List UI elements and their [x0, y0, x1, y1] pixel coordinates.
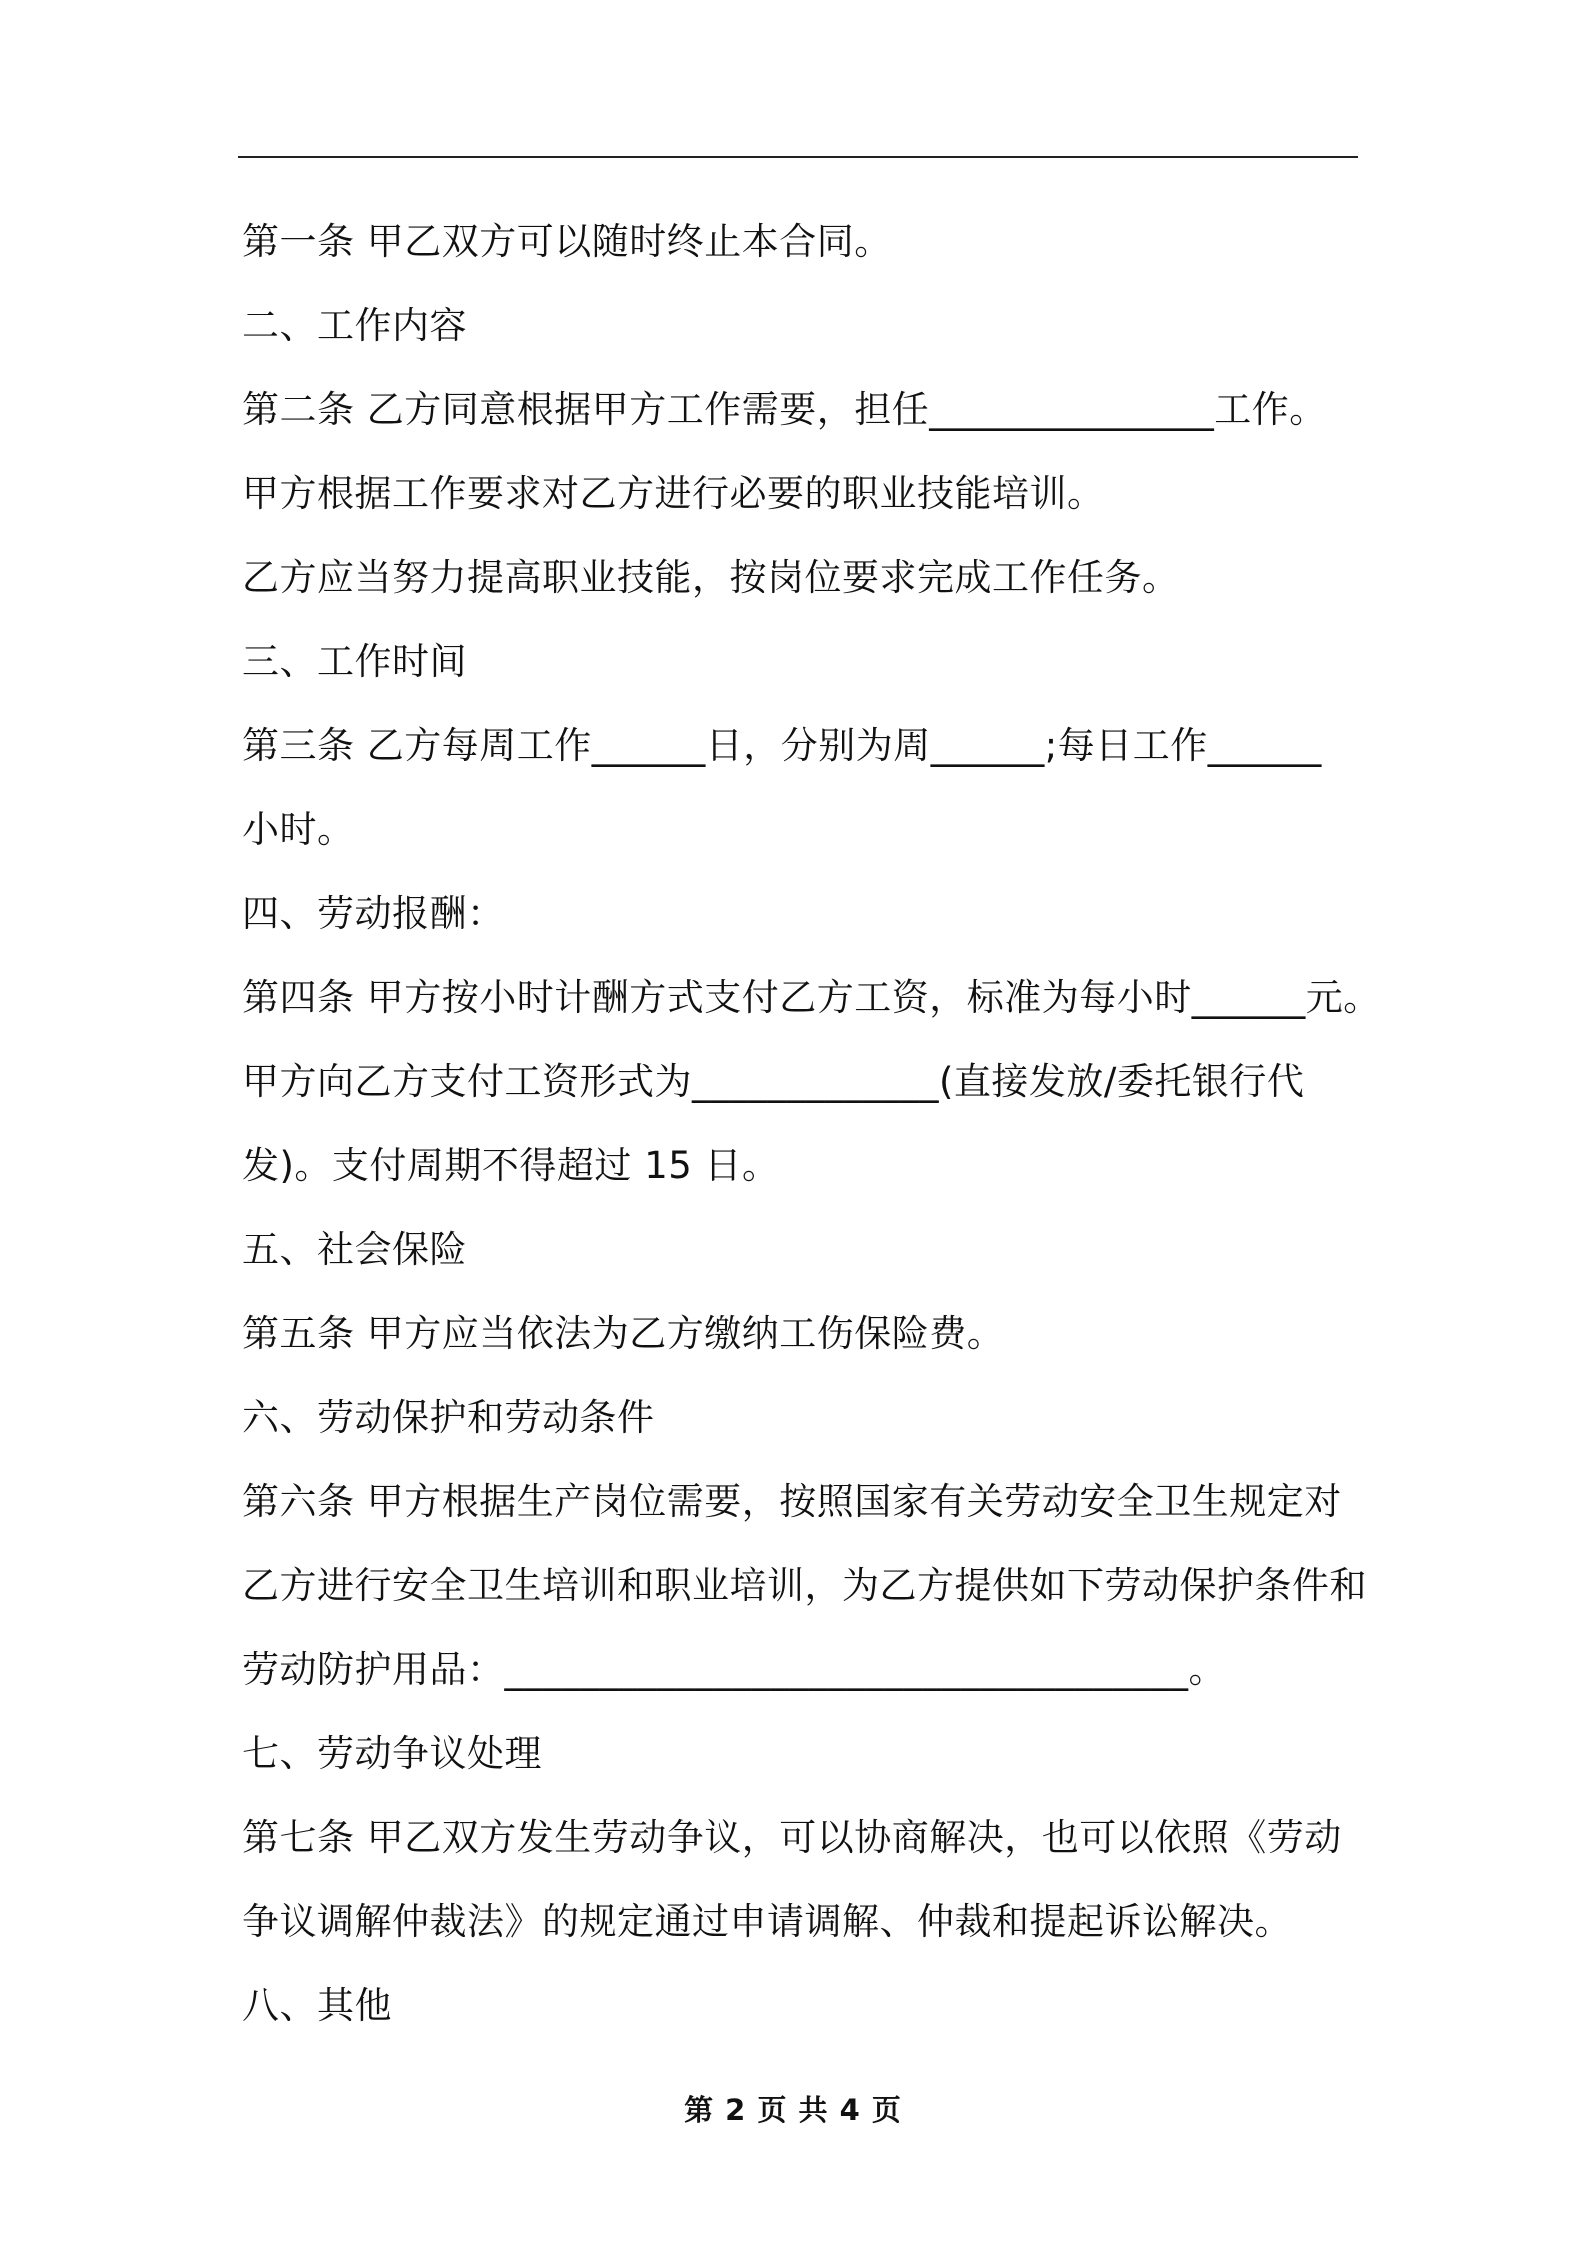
clause-3-text: 第三条 乙方每周工作______日，分别为周______;每日工作______ — [242, 724, 1322, 767]
section-heading-work-content: 二、工作内容 — [242, 304, 467, 347]
clause-2-text: 第二条 乙方同意根据甲方工作需要，担任_______________工作。 — [242, 388, 1327, 431]
page-number: 第 2 页 共 4 页 — [684, 2093, 902, 2127]
paragraph-text: 甲方根据工作要求对乙方进行必要的职业技能培训。 — [242, 472, 1105, 515]
section-heading-dispute: 七、劳动争议处理 — [242, 1732, 542, 1775]
clause-3-continuation: 小时。 — [242, 808, 355, 851]
clause-1-text: 第一条 甲乙双方可以随时终止本合同。 — [242, 220, 892, 263]
header-divider — [238, 156, 1358, 158]
clause-4-text: 第四条 甲方按小时计酬方式支付乙方工资，标准为每小时______元。 — [242, 976, 1381, 1019]
section-heading-labor-protection: 六、劳动保护和劳动条件 — [242, 1396, 655, 1439]
clause-7-text: 第七条 甲乙双方发生劳动争议，可以协商解决，也可以依照《劳动 — [242, 1816, 1342, 1859]
section-heading-remuneration: 四、劳动报酬： — [242, 892, 505, 935]
clause-7-continuation: 争议调解仲裁法》的规定通过申请调解、仲裁和提起诉讼解决。 — [242, 1900, 1292, 1943]
clause-6-continuation: 乙方进行安全卫生培训和职业培训，为乙方提供如下劳动保护条件和 — [242, 1564, 1367, 1607]
paragraph-continuation: 发)。支付周期不得超过 15 日。 — [242, 1144, 780, 1187]
paragraph-text: 甲方向乙方支付工资形式为_____________(直接发放/委托银行代 — [242, 1060, 1305, 1103]
section-heading-social-insurance: 五、社会保险 — [242, 1228, 467, 1271]
clause-5-text: 第五条 甲方应当依法为乙方缴纳工伤保险费。 — [242, 1312, 1005, 1355]
document-body — [242, 200, 1381, 2048]
section-heading-work-time: 三、工作时间 — [242, 640, 467, 683]
clause-6-continuation: 劳动防护用品：____________________________________。 — [242, 1648, 1226, 1691]
section-heading-other: 八、其他 — [242, 1984, 392, 2027]
paragraph-text: 乙方应当努力提高职业技能，按岗位要求完成工作任务。 — [242, 556, 1180, 599]
clause-6-text: 第六条 甲方根据生产岗位需要，按照国家有关劳动安全卫生规定对 — [242, 1480, 1342, 1523]
